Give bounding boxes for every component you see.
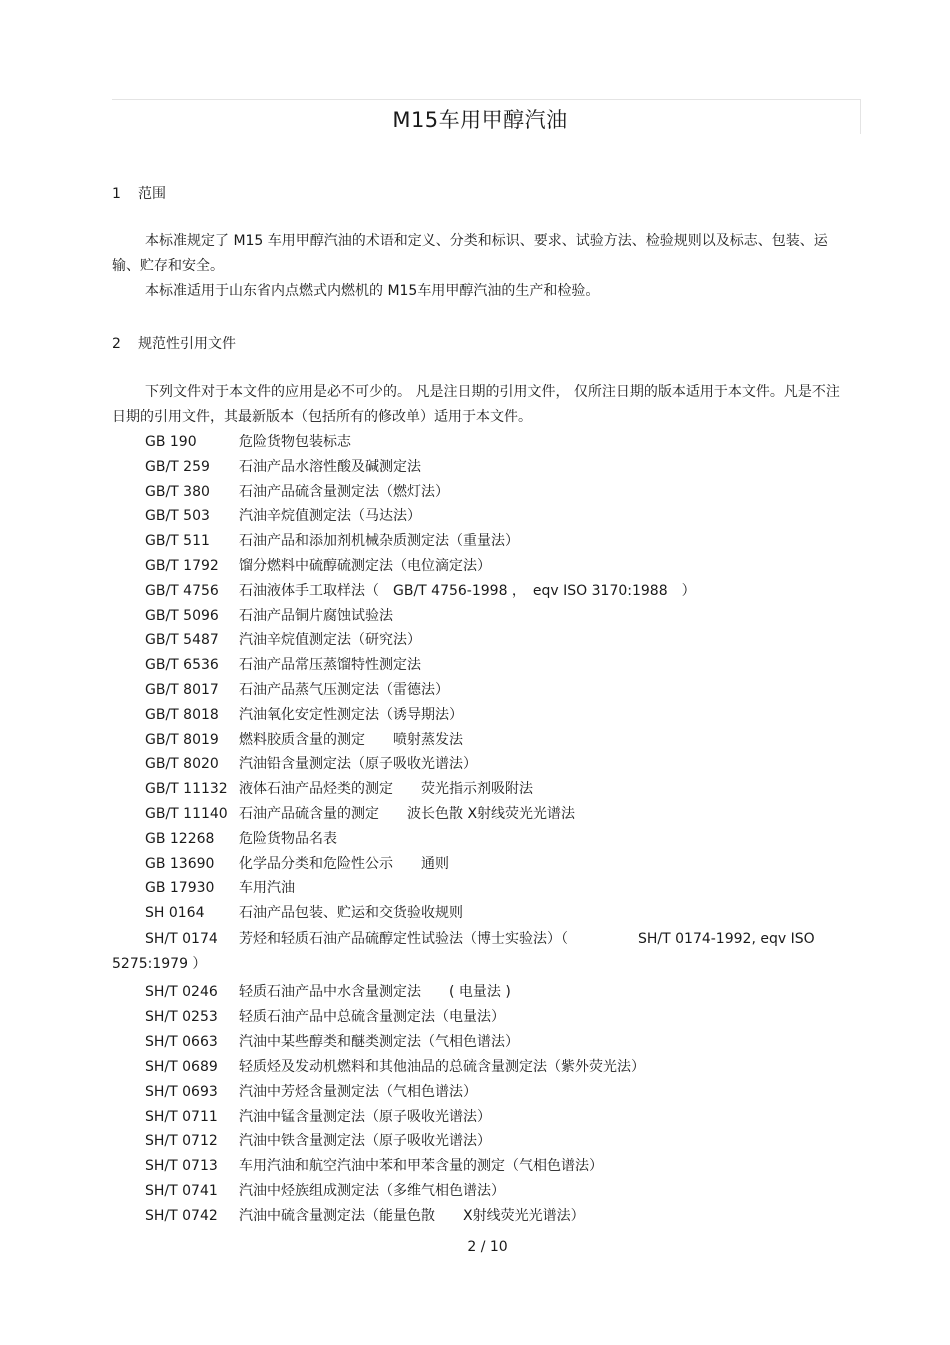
reference-title: 石油产品常压蒸馏特性测定法 xyxy=(239,657,421,674)
reference-code: SH/T 0741 xyxy=(145,1183,218,1200)
reference-title: 燃料胶质含量的测定 喷射蒸发法 xyxy=(239,731,463,748)
reference-title: 汽油辛烷值测定法（研究法） xyxy=(239,632,421,649)
reference-item xyxy=(145,753,477,773)
section-title: 规范性引用文件 xyxy=(138,336,236,352)
reference-code: SH/T 0253 xyxy=(145,1008,218,1025)
reference-title: 危险货物包装标志 xyxy=(239,434,351,450)
reference-code: SH/T 0174 xyxy=(145,931,218,947)
reference-title: 液体石油产品烃类的测定 荧光指示剂吸附法 xyxy=(239,781,533,798)
reference-item xyxy=(145,803,575,823)
reference-code: SH/T 0663 xyxy=(145,1033,218,1050)
reference-item xyxy=(145,1031,519,1051)
reference-item xyxy=(145,778,533,798)
reference-item xyxy=(145,1155,603,1175)
normative-intro-paragraph xyxy=(112,380,840,430)
reference-item xyxy=(145,629,421,649)
reference-item xyxy=(145,1056,645,1076)
reference-title: 石油产品硫含量的测定 波长色散 X射线荧光光谱法 xyxy=(239,806,576,822)
reference-title: 轻质石油产品中水含量测定法 ( 电量法 ) xyxy=(239,984,511,1000)
reference-code: SH/T 0693 xyxy=(145,1083,218,1100)
reference-item xyxy=(145,853,449,873)
scope-text-2: 本标准适用于山东省内点燃式内燃机的 M15车用甲醇汽油的生产和检验。 xyxy=(145,283,600,299)
page-number xyxy=(0,1239,950,1255)
reference-item xyxy=(145,431,351,451)
reference-code: GB/T 4756 xyxy=(145,582,219,599)
reference-title: 危险货物品名表 xyxy=(239,830,337,847)
reference-title: 石油产品硫含量测定法（燃灯法） xyxy=(239,483,449,500)
reference-code: SH/T 0246 xyxy=(145,984,218,1000)
reference-code: GB 12268 xyxy=(145,830,215,847)
reference-code: GB/T 503 xyxy=(145,508,210,525)
reference-code: GB/T 5487 xyxy=(145,632,219,649)
section-title: 范围 xyxy=(138,186,166,202)
reference-title: 石油产品铜片腐蚀试验法 xyxy=(239,607,393,624)
reference-title: 石油产品水溶性酸及碱测定法 xyxy=(239,458,421,475)
reference-item xyxy=(145,828,337,848)
reference-title: 汽油氧化安定性测定法（诱导期法） xyxy=(239,706,463,723)
reference-title: 汽油中铁含量测定法（原子吸收光谱法） xyxy=(239,1133,491,1150)
reference-item xyxy=(145,555,491,575)
reference-title: 汽油中某些醇类和醚类测定法（气相色谱法） xyxy=(239,1033,519,1050)
reference-code: GB/T 8020 xyxy=(145,756,219,773)
reference-code: GB/T 8018 xyxy=(145,706,219,723)
reference-item xyxy=(145,1205,585,1225)
reference-item xyxy=(145,1006,505,1026)
reference-title: 石油产品包装、贮运和交货验收规则 xyxy=(239,905,463,922)
reference-title: 芳烃和轻质石油产品硫醇定性试验法（博士实验法）（ SH/T 0174-1992, eqv ISO 5275:1979 ） xyxy=(112,931,815,972)
page-separator: / xyxy=(480,1239,486,1255)
reference-code: GB/T 8019 xyxy=(145,731,219,748)
reference-code: SH/T 0689 xyxy=(145,1058,218,1075)
section-number: 1 xyxy=(112,186,121,202)
reference-title: 石油液体手工取样法（ GB/T 4756-1998 ， eqv ISO 3170:1988 ） xyxy=(239,582,696,599)
reference-code: GB/T 380 xyxy=(145,483,210,500)
reference-item xyxy=(145,877,295,897)
reference-item xyxy=(145,654,421,674)
reference-title: 车用汽油 xyxy=(239,880,295,897)
reference-item xyxy=(145,505,421,525)
reference-item xyxy=(145,679,449,699)
reference-item xyxy=(145,729,463,749)
normative-intro-text: 下列文件对于本文件的应用是必不可少的。 凡是注日期的引用文件， 仅所注日期的版本适用于本文件。凡是不注日期的引用文件，其最新版本（包括所有的修改单）适用于本文件。 xyxy=(112,384,840,425)
scope-text-1: 本标准规定了 M15 车用甲醇汽油的术语和定义、分类和标识、要求、试验方法、检验规则以及标志、包装、运输、贮存和安全。 xyxy=(112,233,828,274)
reference-title: 车用汽油和航空汽油中苯和甲苯含量的测定（气相色谱法） xyxy=(239,1158,603,1175)
scope-paragraph-2 xyxy=(112,279,840,304)
reference-code: GB/T 11132 xyxy=(145,781,228,798)
reference-code: GB/T 11140 xyxy=(145,806,228,822)
page-total: 10 xyxy=(489,1239,508,1255)
reference-title: 石油产品和添加剂机械杂质测定法（重量法） xyxy=(239,533,519,550)
reference-item xyxy=(145,481,449,501)
section-heading-scope xyxy=(112,183,166,203)
reference-title: 馏分燃料中硫醇硫测定法（电位滴定法） xyxy=(239,558,491,574)
reference-code: SH 0164 xyxy=(145,905,205,922)
reference-code: SH/T 0711 xyxy=(145,1108,218,1125)
reference-code: GB 190 xyxy=(145,434,197,450)
reference-title: 汽油中锰含量测定法（原子吸收光谱法） xyxy=(239,1108,491,1125)
reference-item xyxy=(145,605,393,625)
reference-item xyxy=(145,902,463,922)
reference-title: 汽油辛烷值测定法（马达法） xyxy=(239,508,421,525)
reference-title: 石油产品蒸气压测定法（雷德法） xyxy=(239,682,449,698)
reference-code: GB 13690 xyxy=(145,855,215,872)
reference-item xyxy=(145,981,511,1001)
reference-title: 轻质石油产品中总硫含量测定法（电量法） xyxy=(239,1008,505,1025)
section-heading-normative-references xyxy=(112,333,236,353)
reference-item xyxy=(145,1130,491,1150)
page-current: 2 xyxy=(467,1239,477,1255)
reference-code: GB/T 6536 xyxy=(145,657,219,674)
reference-item xyxy=(145,704,463,724)
reference-item-wrapped xyxy=(112,927,840,977)
reference-title: 汽油中烃族组成测定法（多维气相色谱法） xyxy=(239,1183,505,1200)
reference-code: GB 17930 xyxy=(145,880,215,897)
reference-title: 汽油中芳烃含量测定法（气相色谱法） xyxy=(239,1083,477,1100)
reference-code: SH/T 0712 xyxy=(145,1133,218,1150)
reference-item xyxy=(145,530,519,550)
reference-code: GB/T 8017 xyxy=(145,682,219,698)
reference-item xyxy=(145,456,421,476)
reference-code: SH/T 0713 xyxy=(145,1158,218,1175)
reference-title: 化学品分类和危险性公示 通则 xyxy=(239,855,449,872)
document-title: M15车用甲醇汽油 xyxy=(392,108,568,132)
header-rule xyxy=(112,99,861,100)
scope-paragraph-1 xyxy=(112,229,840,279)
section-number: 2 xyxy=(112,336,121,352)
reference-code: SH/T 0742 xyxy=(145,1208,218,1225)
reference-code: GB/T 259 xyxy=(145,458,210,475)
reference-item xyxy=(145,1106,491,1126)
reference-item xyxy=(145,1180,505,1200)
reference-code: GB/T 511 xyxy=(145,533,210,550)
reference-code: GB/T 1792 xyxy=(145,558,219,574)
reference-item xyxy=(145,580,696,600)
reference-title: 轻质烃及发动机燃料和其他油品的总硫含量测定法（紫外荧光法） xyxy=(239,1058,645,1075)
reference-item xyxy=(145,1081,477,1101)
reference-code: GB/T 5096 xyxy=(145,607,219,624)
reference-title: 汽油中硫含量测定法（能量色散 X射线荧光光谱法） xyxy=(239,1208,585,1225)
reference-title: 汽油铅含量测定法（原子吸收光谱法） xyxy=(239,756,477,773)
